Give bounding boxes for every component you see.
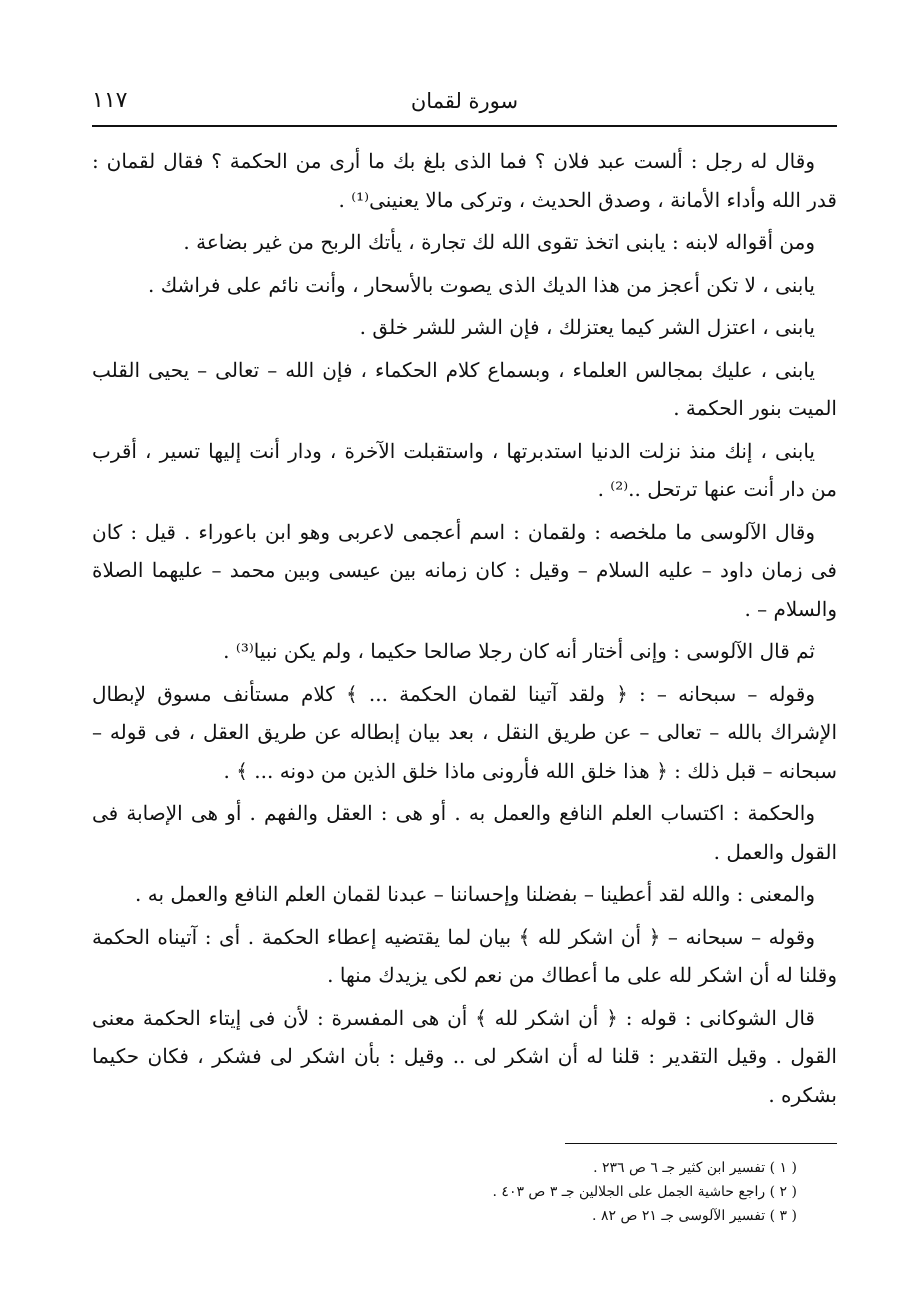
paragraph: وقال الآلوسى ما ملخصه : ولقمان : اسم أعجمى لاعربى وهو ابن باعوراء . قيل : كان فى زمان داود – عليه السلام – وقيل : كان زمانه بين عيسى وبين محمد – عليهما الصلاة والسلام – . <box>92 519 837 621</box>
footnotes <box>92 1156 837 1228</box>
paragraph: والمعنى : والله لقد أعطينا – بفضلنا وإحساننا – عبدنا لقمان العلم النافع والعمل به . <box>135 882 815 906</box>
footnote-divider <box>565 1143 837 1144</box>
body-text <box>92 142 837 1118</box>
paragraph: وقوله – سبحانه – : ﴿ ولقد آتينا لقمان الحكمة ... ﴾ كلام مستأنف مسوق لإبطال الإشراك بالله – تعالى – عن طريق النقل ، بعد بيان إبطاله عن طريق العقل ، فى قوله – سبحانه – قبل ذلك : ﴿ هذا خلق الله فأرونى ماذا خلق الذين من دونه ... ﴾ . <box>92 681 837 783</box>
footnote: ( ٣ ) تفسير الآلوسى جـ ٢١ ص ٨٢ . <box>592 1208 797 1224</box>
paragraph: يابنى ، عليك بمجالس العلماء ، وبسماع كلام الحكماء ، فإن الله – تعالى – يحيى القلب الميت بنور الحكمة . <box>92 357 837 420</box>
header-divider <box>92 125 837 127</box>
paragraph: والحكمة : اكتساب العلم النافع والعمل به . أو هى : العقل والفهم . أو هى الإصابة فى القول والعمل . <box>92 801 837 864</box>
paragraph: وقوله – سبحانه – ﴿ أن اشكر لله ﴾ بيان لما يقتضيه إعطاء الحكمة . أى : آتيناه الحكمة وقلنا له أن اشكر لله على ما أعطاك من نعم لكى يزيدك منها . <box>92 924 837 987</box>
paragraph: ثم قال الآلوسى : وإنى أختار أنه كان رجلا صالحا حكيما ، ولم يكن نبيا⁽³⁾ . <box>223 639 815 663</box>
page-number: ١١٧ <box>92 88 128 113</box>
paragraph: ومن أقواله لابنه : يابنى اتخذ تقوى الله لك تجارة ، يأتك الربح من غير بضاعة . <box>183 230 815 254</box>
paragraph: قال الشوكانى : قوله : ﴿ أن اشكر لله ﴾ أن هى المفسرة : لأن فى إيتاء الحكمة معنى القول . وقيل التقدير : قلنا له أن اشكر لى .. وقيل : بأن اشكر لى فشكر ، فكان حكيما بشكره . <box>92 1005 837 1107</box>
footnote: ( ٢ ) راجع حاشية الجمل على الجلالين جـ ٣ ص ٤٠٣ . <box>492 1184 797 1200</box>
page-header <box>92 86 837 122</box>
paragraph: يابنى ، لا تكن أعجز من هذا الديك الذى يصوت بالأسحار ، وأنت نائم على فراشك . <box>147 272 815 297</box>
paragraph: وقال له رجل : ألست عبد فلان ؟ فما الذى بلغ بك ما أرى من الحكمة ؟ فقال لقمان : قدر الله وأداء الأمانة ، وصدق الحديث ، وتركى مالا يعنينى⁽¹⁾ . <box>92 149 837 212</box>
running-title: سورة لقمان <box>410 89 519 113</box>
paragraph: يابنى ، اعتزل الشر كيما يعتزلك ، فإن الشر للشر خلق . <box>359 315 815 339</box>
footnote: ( ١ ) تفسير ابن كثير جـ ٦ ص ٢٣٦ . <box>593 1160 797 1176</box>
paragraph: يابنى ، إنك منذ نزلت الدنيا استدبرتها ، واستقبلت الآخرة ، ودار أنت إليها تسير ، أقرب من دار أنت عنها ترتحل ..⁽²⁾ . <box>92 438 837 501</box>
